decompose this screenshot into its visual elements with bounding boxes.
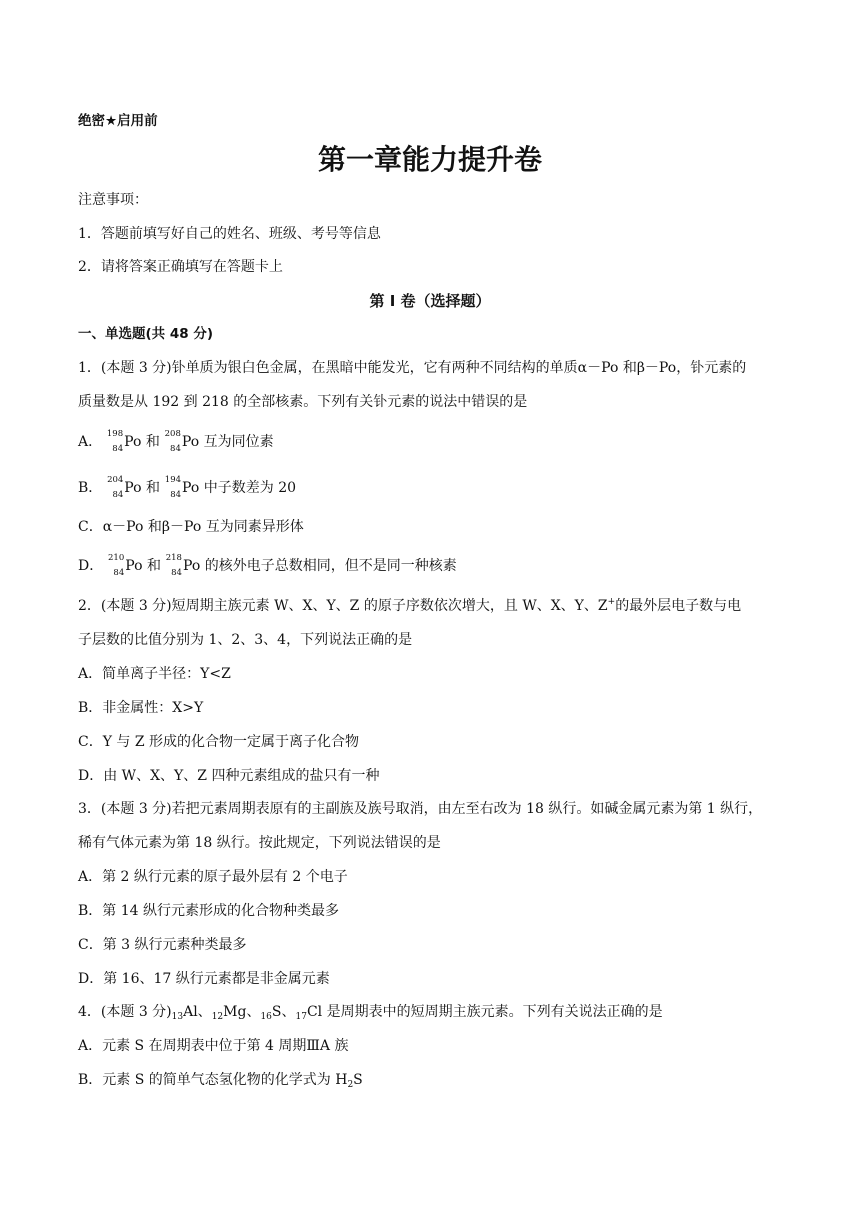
q2-stem-line1: 2．(本题 3 分)短周期主族元素 W、X、Y、Z 的原子序数依次增大，且 W、X、Y、Z+的最外层电子数与电 <box>78 597 742 614</box>
nuclide-notation: 218 84 <box>165 553 182 578</box>
q3-option-a: A．第 2 纵行元素的原子最外层有 2 个电子 <box>78 869 348 885</box>
nuclide-notation: 194 84 <box>164 475 182 500</box>
q3-stem-line1: 3．(本题 3 分)若把元素周期表原有的主副族及族号取消，由左至右改为 18 纵行。如碱金属元素为第 1 纵行， <box>78 801 763 817</box>
q3-option-d: D．第 16、17 纵行元素都是非金属元素 <box>78 971 330 987</box>
notice-heading: 注意事项： <box>78 192 148 208</box>
q1-option-b: B． 204 84 Po 和 194 84 Po 中子数差为 20 <box>78 475 297 500</box>
q1-stem-line2: 质量数是从 192 到 218 的全部核素。下列有关钋元素的说法中错误的是 <box>78 394 528 410</box>
page-title: 第一章能力提升卷 <box>317 143 542 176</box>
q2-option-c: C．Y 与 Z 形成的化合物一定属于离子化合物 <box>78 734 360 750</box>
q1-option-c: C．α－Po 和β－Po 互为同素异形体 <box>78 519 304 535</box>
notice-item-2: 2．请将答案正确填写在答题卡上 <box>78 259 283 275</box>
confidential-label: 绝密★启用前 <box>78 113 158 129</box>
nuclide-notation: 210 84 <box>108 553 125 578</box>
q2-option-b: B．非金属性：X>Y <box>78 700 204 716</box>
q4-stem: 4．(本题 3 分)$_{13}Al$、$_{12}$Mg、$_{16}$S、$_{17}$Cl 是周期表中的短周期主族元素。下列有关说法正确的是 <box>78 1004 663 1022</box>
q1-option-d: D． 210 84 Po 和 218 84 Po 的核外电子总数相同，但不是同一种核素 <box>78 553 457 578</box>
option-label: D． <box>78 558 104 574</box>
q3-option-b: B．第 14 纵行元素形成的化合物种类最多 <box>78 903 340 919</box>
nuclide-notation: 198 84 <box>106 429 124 454</box>
option-label: B． <box>78 480 103 496</box>
nuclide-notation: 208 84 <box>164 429 181 454</box>
q1-stem-line1: 1．(本题 3 分)钋单质为银白色金属，在黑暗中能发光，它有两种不同结构的单质α－Po 和β－Po，钋元素的 <box>78 360 747 376</box>
q3-option-c: C．第 3 纵行元素种类最多 <box>78 937 247 953</box>
nuclide-notation: 204 84 <box>107 475 124 500</box>
q2-stem-line2: 子层数的比值分别为 1、2、3、4，下列说法正确的是 <box>78 632 413 648</box>
q4-option-b: B．元素 S 的简单气态氢化物的化学式为 $H_2S$ <box>78 1072 363 1090</box>
q3-stem-line2: 稀有气体元素为第 18 纵行。按此规定，下列说法错误的是 <box>78 835 441 851</box>
q1-option-a: A． 198 84 Po 和 208 84 Po 互为同位素 <box>78 429 274 454</box>
q2-option-a: A．简单离子半径：Y<Z <box>78 666 231 682</box>
q4-option-a: A．元素 S 在周期表中位于第 4 周期ⅢA 族 <box>78 1038 349 1054</box>
volume-title: 第 I 卷（选择题） <box>369 292 491 310</box>
q2-option-d: D．由 W、X、Y、Z 四种元素组成的盐只有一种 <box>78 768 380 784</box>
notice-item-1: 1．答题前填写好自己的姓名、班级、考号等信息 <box>78 226 381 242</box>
section-title: 一、单选题(共 48 分) <box>78 326 214 342</box>
option-label: A． <box>78 434 103 450</box>
